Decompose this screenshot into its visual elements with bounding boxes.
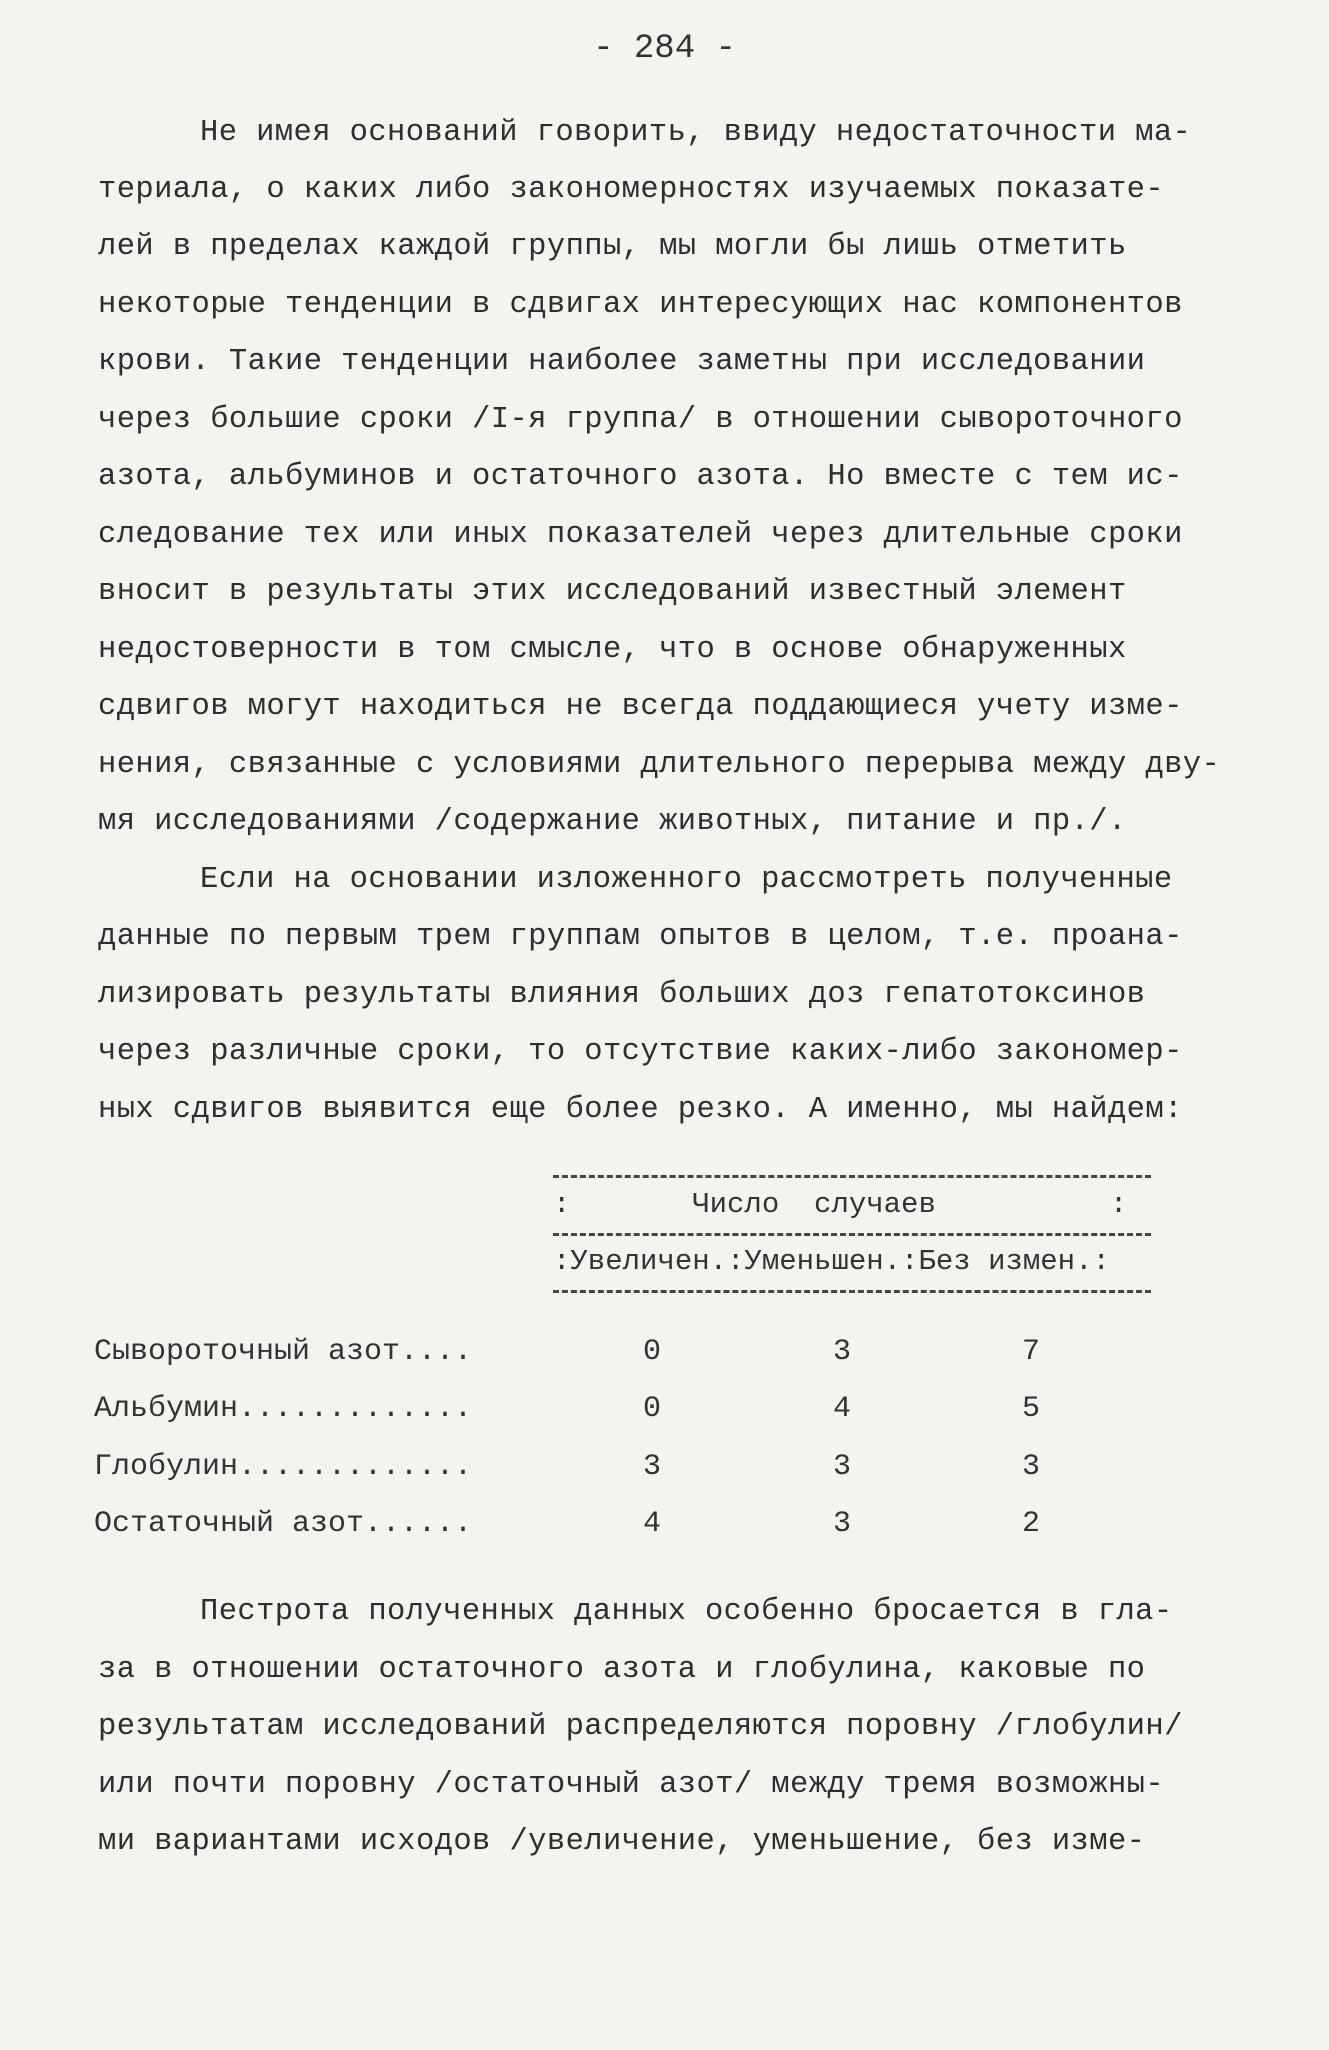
text-line: данные по первым трем группам опытов в целом, т.е. проана-	[98, 920, 1183, 954]
text-line: следование тех или иных показателей через длительные сроки	[98, 518, 1183, 552]
text-line: за в отношении остаточного азота и глобулина, каковые по	[98, 1653, 1146, 1687]
text-line: через различные сроки, то отсутствие каких-либо закономер-	[98, 1035, 1183, 1069]
text-line: или почти поровну /остаточный азот/ между тремя возможны-	[98, 1768, 1165, 1802]
row-label: Альбумин.............	[94, 1392, 473, 1426]
text-line: нения, связанные с условиями длительного перерыва между дву-	[98, 748, 1221, 782]
cell-increased: 3	[642, 1450, 661, 1484]
text-line: ных сдвигов выявится еще более резко. А именно, мы найдем:	[98, 1093, 1183, 1127]
text-line: Пестрота полученных данных особенно бросается в гла-	[200, 1595, 1173, 1629]
text-line: вносит в результаты этих исследований известный элемент	[98, 575, 1127, 609]
table-header-title: : Число случаев :	[553, 1188, 1128, 1221]
text-line: сдвигов могут находиться не всегда поддающиеся учету изме-	[98, 690, 1183, 724]
text-line: Не имея оснований говорить, ввиду недостаточности ма-	[200, 116, 1192, 150]
text-line: ми вариантами исходов /увеличение, уменьшение, без изме-	[98, 1825, 1146, 1859]
cell-decreased: 3	[832, 1507, 851, 1541]
text-line: лей в пределах каждой группы, мы могли бы лишь отметить	[98, 230, 1127, 264]
table-rule-bottom	[553, 1290, 1151, 1293]
text-line: Если на основании изложенного рассмотреть полученные	[200, 863, 1173, 897]
table-rule-top	[553, 1175, 1151, 1178]
text-line: азота, альбуминов и остаточного азота. Но вместе с тем ис-	[98, 460, 1183, 494]
cell-unchanged: 5	[1021, 1392, 1040, 1426]
text-line: крови. Такие тенденции наиболее заметны при исследовании	[98, 345, 1146, 379]
text-line: результатам исследований распределяются поровну /глобулин/	[98, 1710, 1183, 1744]
cell-unchanged: 2	[1021, 1507, 1040, 1541]
text-line: териала, о каких либо закономерностях изучаемых показате-	[98, 173, 1165, 207]
cell-increased: 4	[642, 1507, 661, 1541]
table-header-columns: :Увеличен.:Уменьшен.:Без измен.:	[553, 1245, 1110, 1278]
cell-increased: 0	[642, 1335, 661, 1369]
cell-decreased: 3	[832, 1335, 851, 1369]
cell-increased: 0	[642, 1392, 661, 1426]
cell-unchanged: 7	[1021, 1335, 1040, 1369]
row-label: Сывороточный азот....	[94, 1335, 473, 1369]
row-label: Глобулин.............	[94, 1450, 473, 1484]
text-line: через большие сроки /I-я группа/ в отношении сывороточного	[98, 403, 1183, 437]
cell-decreased: 3	[832, 1450, 851, 1484]
text-line: мя исследованиями /содержание животных, питание и пр./.	[98, 805, 1127, 839]
text-line: недостоверности в том смысле, что в основе обнаруженных	[98, 633, 1127, 667]
table-rule-middle	[553, 1233, 1151, 1236]
text-line: некоторые тенденции в сдвигах интересующих нас компонентов	[98, 288, 1183, 322]
cell-unchanged: 3	[1021, 1450, 1040, 1484]
text-line: лизировать результаты влияния больших доз гепатотоксинов	[98, 978, 1146, 1012]
row-label: Остаточный азот......	[94, 1507, 473, 1541]
page-number: - 284 -	[593, 30, 736, 68]
cell-decreased: 4	[832, 1392, 851, 1426]
